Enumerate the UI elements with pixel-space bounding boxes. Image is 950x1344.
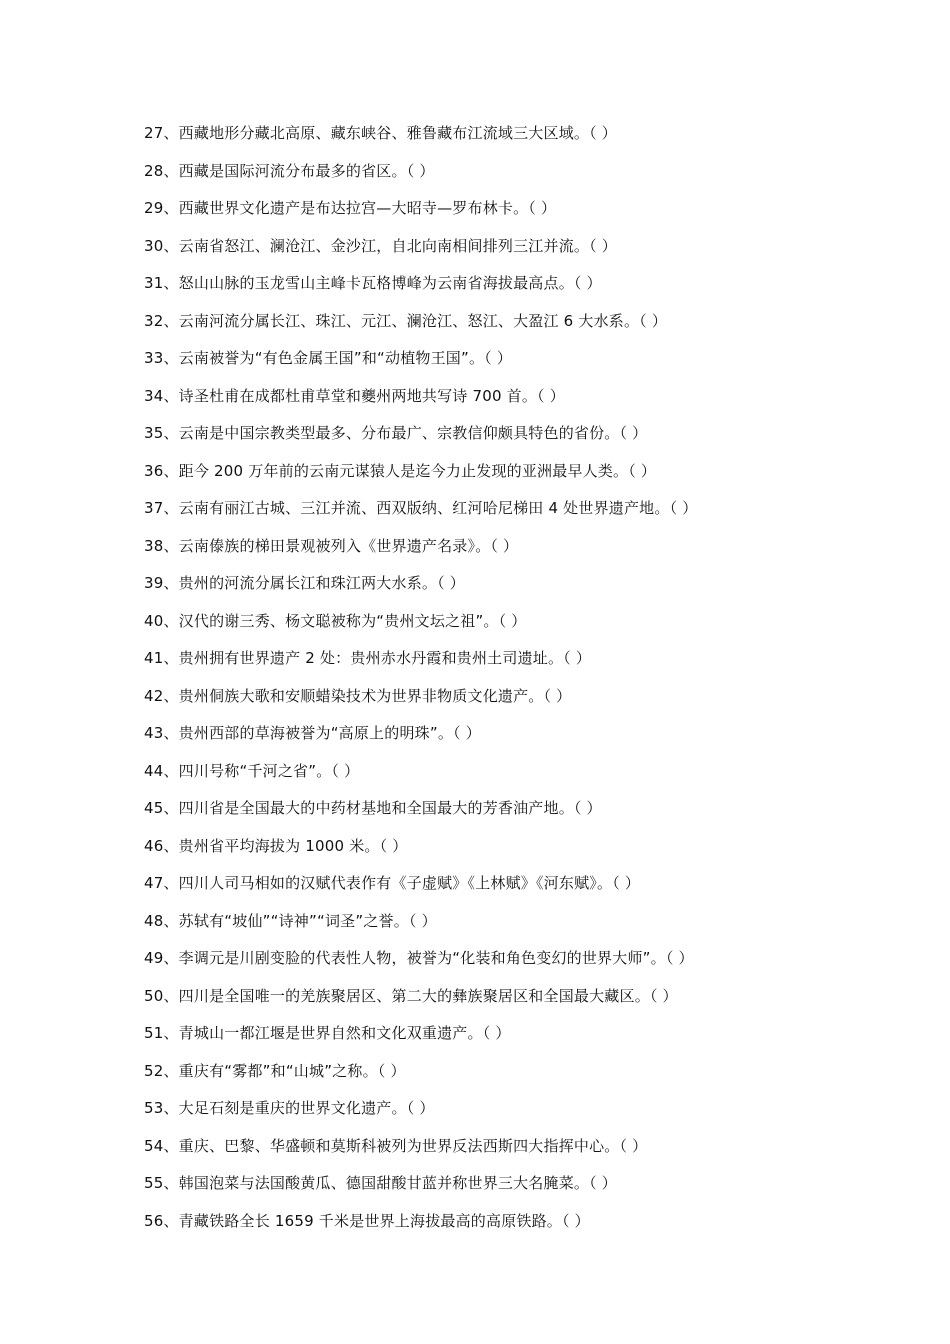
question-35: 35、云南是中国宗教类型最多、分布最广、宗教信仰颇具特色的省份。（ ） bbox=[144, 424, 648, 442]
question-47: 47、四川人司马相如的汉赋代表作有《子虚赋》《上林赋》《河东赋》。（ ） bbox=[144, 874, 641, 892]
question-41: 41、贵州拥有世界遗产 2 处：贵州赤水丹霞和贵州土司遗址。（ ） bbox=[144, 649, 592, 667]
question-27: 27、西藏地形分藏北高原、藏东峡谷、雅鲁藏布江流域三大区域。（ ） bbox=[144, 124, 617, 142]
question-38: 38、云南傣族的梯田景观被列入《世界遗产名录》。（ ） bbox=[144, 536, 519, 555]
question-33: 33、云南被誉为“有色金属王国”和“动植物王国”。（ ） bbox=[144, 349, 513, 367]
question-37: 37、云南有丽江古城、三江并流、西双版纳、红河哈尼梯田 4 处世界遗产地。（ ） bbox=[144, 499, 698, 517]
question-45: 45、四川省是全国最大的中药材基地和全国最大的芳香油产地。（ ） bbox=[144, 799, 602, 817]
question-49: 49、李调元是川剧变脸的代表性人物，被誉为“化装和角色变幻的世界大师”。（ ） bbox=[144, 949, 694, 967]
question-56: 56、青藏铁路全长 1659 千米是世界上海拔最高的高原铁路。（ ） bbox=[144, 1211, 590, 1230]
question-43: 43、贵州西部的草海被誉为“高原上的明珠”。（ ） bbox=[144, 724, 481, 742]
question-39: 39、贵州的河流分属长江和珠江两大水系。（ ） bbox=[144, 574, 465, 592]
question-52: 52、重庆有“雾都”和“山城”之称。（ ） bbox=[144, 1061, 406, 1080]
question-40: 40、汉代的谢三秀、杨文聪被称为“贵州文坛之祖”。（ ） bbox=[144, 611, 527, 630]
question-55: 55、韩国泡菜与法国酸黄瓜、德国甜酸甘蓝并称世界三大名腌菜。（ ） bbox=[144, 1174, 617, 1192]
question-44: 44、四川号称“千河之省”。（ ） bbox=[144, 761, 360, 780]
question-list bbox=[144, 120, 904, 1245]
question-29: 29、西藏世界文化遗产是布达拉宫—大昭寺—罗布林卡。（ ） bbox=[144, 199, 557, 217]
question-42: 42、贵州侗族大歌和安顺蜡染技术为世界非物质文化遗产。（ ） bbox=[144, 686, 572, 705]
question-31: 31、怒山山脉的玉龙雪山主峰卡瓦格博峰为云南省海拔最高点。（ ） bbox=[144, 274, 602, 292]
question-36: 36、距今 200 万年前的云南元谋猿人是迄今力止发现的亚洲最早人类。（ ） bbox=[144, 461, 657, 480]
question-54: 54、重庆、巴黎、华盛顿和莫斯科被列为世界反法西斯四大指挥中心。（ ） bbox=[144, 1136, 648, 1155]
question-50: 50、四川是全国唯一的羌族聚居区、第二大的彝族聚居区和全国最大藏区。（ ） bbox=[144, 986, 678, 1005]
question-53: 53、大足石刻是重庆的世界文化遗产。（ ） bbox=[144, 1099, 435, 1117]
question-30: 30、云南省怒江、澜沧江、金沙江，自北向南相间排列三江并流。（ ） bbox=[144, 236, 617, 255]
question-34: 34、诗圣杜甫在成都杜甫草堂和夔州两地共写诗 700 首。（ ） bbox=[144, 386, 565, 405]
question-28: 28、西藏是国际河流分布最多的省区。（ ） bbox=[144, 161, 435, 180]
question-48: 48、苏轼有“坡仙”“诗神”“词圣”之誉。（ ） bbox=[144, 911, 437, 930]
question-51: 51、青城山一都江堰是世界自然和文化双重遗产。（ ） bbox=[144, 1024, 511, 1042]
question-46: 46、贵州省平均海拔为 1000 米。（ ） bbox=[144, 836, 408, 855]
question-32: 32、云南河流分属长江、珠江、元江、澜沧江、怒江、大盈江 6 大水系。（ ） bbox=[144, 311, 668, 330]
